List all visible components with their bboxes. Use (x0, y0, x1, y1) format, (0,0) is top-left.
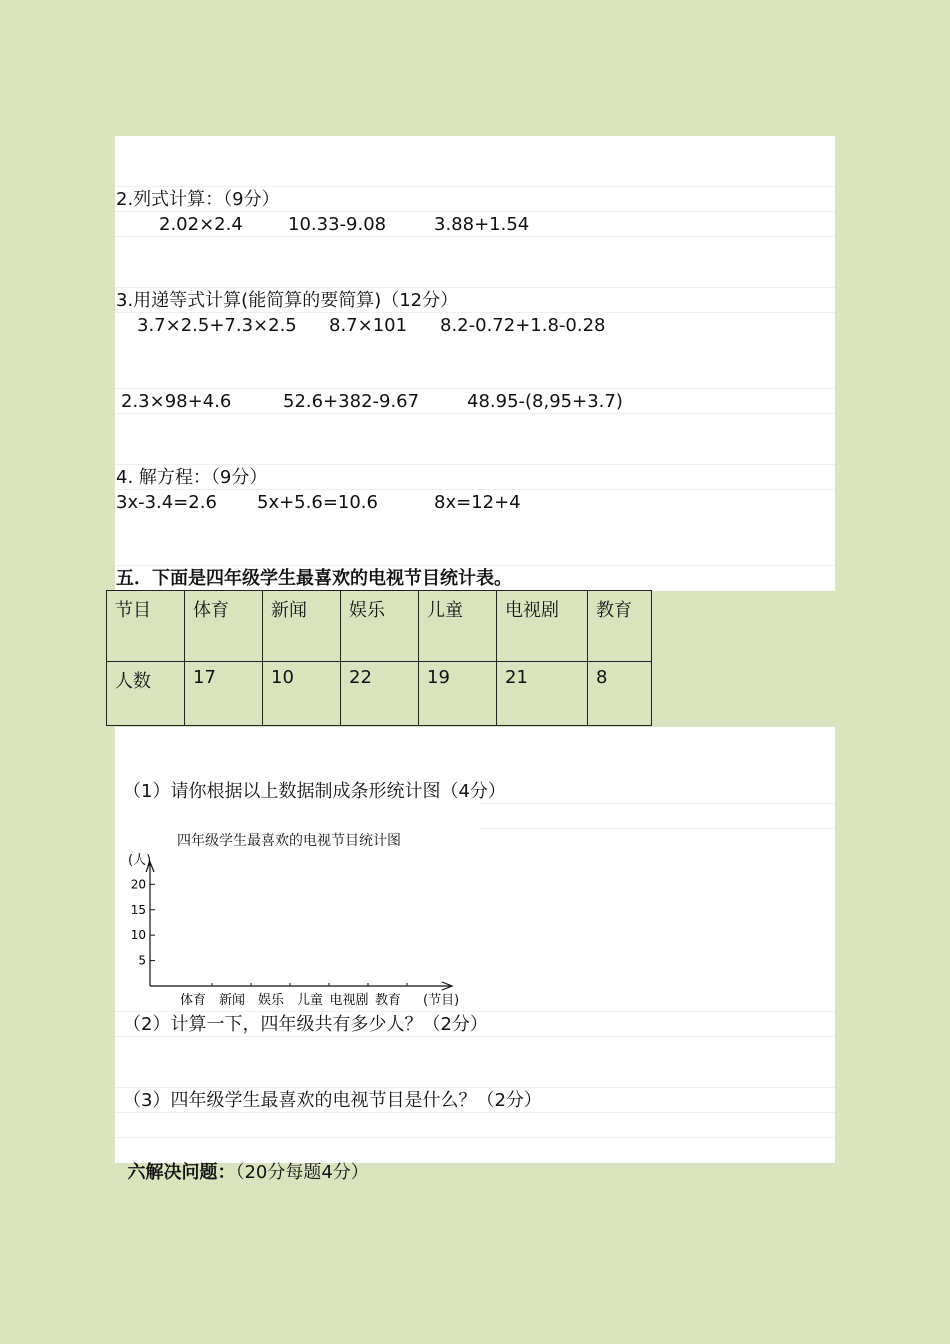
rule-line (115, 489, 835, 490)
x-axis-label: (节目) (423, 993, 460, 1008)
y-tick-label: 5 (138, 953, 146, 968)
section3-problem: 8.2-0.72+1.8-0.28 (440, 315, 606, 336)
section2-title: 2.列式计算：（9分） (116, 189, 280, 210)
table-cell: 8 (588, 662, 652, 726)
rule-line (115, 565, 835, 566)
rule-line (115, 236, 835, 237)
table-cell: 人数 (107, 662, 185, 726)
rule-line (115, 312, 835, 313)
table-cell: 22 (341, 662, 419, 726)
section2-problem: 10.33-9.08 (288, 214, 387, 235)
tv-program-table (106, 590, 652, 726)
rule-line (115, 388, 835, 389)
rule-line (115, 186, 835, 187)
question-1: （1）请你根据以上数据制成条形统计图（4分） (123, 781, 506, 802)
section6-heading (116, 1140, 369, 1184)
table-cell: 新闻 (263, 591, 341, 662)
x-category-label: 教育 (374, 993, 402, 1008)
question-3: （3）四年级学生最喜欢的电视节目是什么？（2分） (123, 1090, 542, 1111)
x-category-label: 儿童 (296, 993, 324, 1008)
section3-problem: 2.3×98+4.6 (121, 391, 232, 412)
table-cell: 17 (185, 662, 263, 726)
question-2: （2）计算一下，四年级共有多少人？（2分） (123, 1014, 488, 1035)
rule-line (115, 211, 835, 212)
bar-chart (120, 826, 480, 1012)
table-cell: 电视剧 (497, 591, 588, 662)
section4-equation: 8x=12+4 (434, 492, 521, 513)
section3-title: 3.用递等式计算(能简算的要简算)（12分） (116, 290, 459, 311)
y-axis-label: (人) (128, 853, 152, 868)
section2-problem: 3.88+1.54 (434, 214, 530, 235)
table-cell: 儿童 (419, 591, 497, 662)
section5-title: 五．下面是四年级学生最喜欢的电视节目统计表。 (116, 568, 512, 589)
y-tick-label: 20 (130, 877, 146, 892)
section3-problem: 8.7×101 (329, 315, 408, 336)
table-cell: 节目 (107, 591, 185, 662)
chart-title: 四年级学生最喜欢的电视节目统计图 (177, 833, 401, 849)
section4-title: 4. 解方程：（9分） (116, 467, 268, 488)
y-tick-label: 10 (130, 928, 146, 943)
section3-problem: 3.7×2.5+7.3×2.5 (137, 315, 297, 336)
table-cell: 10 (263, 662, 341, 726)
table-cell: 21 (497, 662, 588, 726)
table-cell: 19 (419, 662, 497, 726)
rule-line (115, 287, 835, 288)
rule-line (115, 1036, 835, 1037)
table-cell: 娱乐 (341, 591, 419, 662)
x-category-label: 新闻 (218, 993, 246, 1008)
section4-equation: 5x+5.6=10.6 (257, 492, 378, 513)
section3-problem: 48.95-(8,95+3.7) (467, 391, 623, 412)
rule-line (115, 413, 835, 414)
y-tick-label: 15 (130, 902, 146, 917)
section3-problem: 52.6+382-9.67 (283, 391, 420, 412)
section6-title: 六解决问题： (127, 1162, 236, 1183)
table-row (107, 662, 652, 726)
rule-line (115, 1112, 835, 1113)
rule-line (115, 464, 835, 465)
x-category-label: 体育 (179, 993, 207, 1008)
table-header-row (107, 591, 652, 662)
x-category-label: 娱乐 (257, 993, 285, 1008)
rule-line (480, 828, 835, 829)
x-category-label: 电视剧 (329, 993, 369, 1008)
rule-line (115, 1087, 835, 1088)
rule-line (480, 803, 835, 804)
rule-line (115, 1137, 835, 1138)
table-cell: 体育 (185, 591, 263, 662)
section6-note: （20分每题4分） (235, 1162, 369, 1183)
section2-problem: 2.02×2.4 (159, 214, 243, 235)
section4-equation: 3x-3.4=2.6 (116, 492, 217, 513)
table-cell: 教育 (588, 591, 652, 662)
